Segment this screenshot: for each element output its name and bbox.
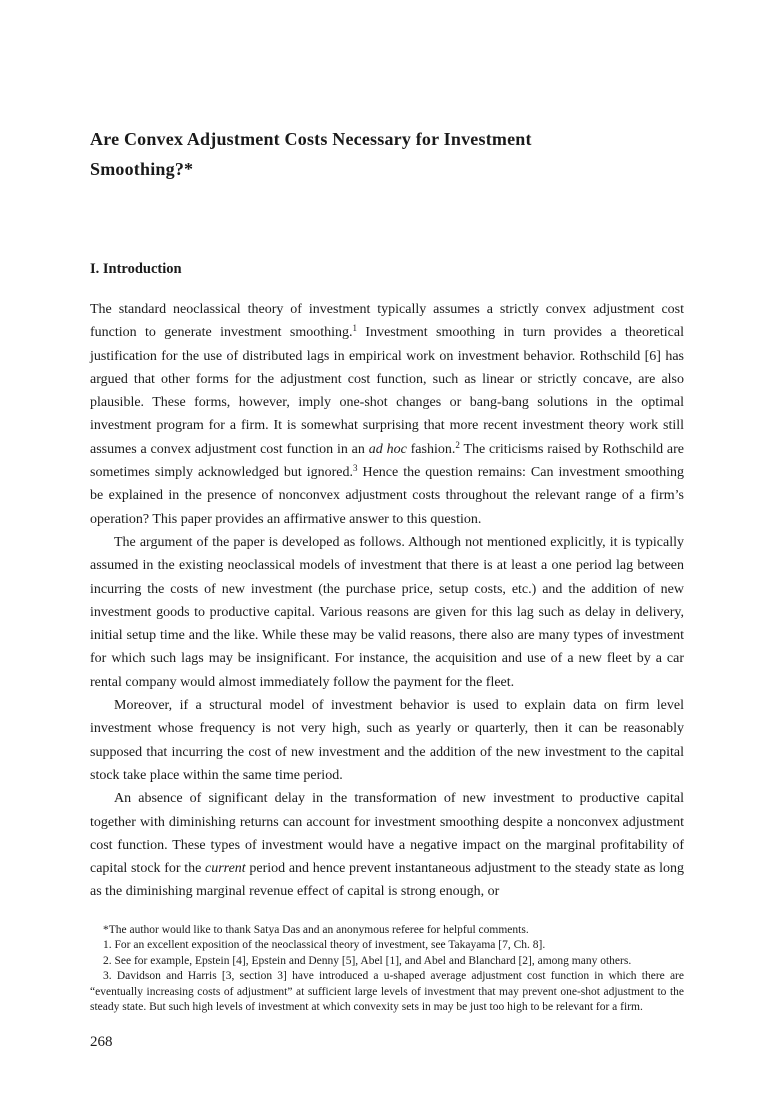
footnote: *The author would like to thank Satya Das and an anonymous referee for helpful comments. [103, 923, 529, 936]
paper-title-line-2: Smoothing?* [90, 159, 194, 179]
body-paragraphs [90, 298, 684, 904]
paper-title [90, 0, 684, 184]
section-heading: I. Introduction [90, 261, 182, 277]
page-number: 268 [90, 1033, 113, 1050]
paragraph: An absence of significant delay in the transformation of new investment to productive capital together with diminishing returns can account for investment smoothing despite a nonconvex adjustment cost function. These types of investment would have a negative impact on the marginal profitability of capital stock for the current period and hence prevent instantaneous adjustment to the steady state as long as the diminishing marginal revenue effect of capital is strong enough, or [90, 791, 684, 900]
footnote: 3. Davidson and Harris [3, section 3] have introduced a u-shaped average adjustment cost function in which there are “eventually increasing costs of adjustment” at sufficient large levels of investment that may prevent one-shot adjustment to the steady state. But such high levels of investment at which convexity sets in may be just too high to be relevant for a firm. [90, 970, 684, 1014]
paragraph: The standard neoclassical theory of investment typically assumes a strictly convex adjustment cost function to generate investment smoothing.$^1$ Investment smoothing in turn provides a theoretical justification for the use of distributed lags in empirical work on investment behavior. Rothschild [6] has argued that other forms for the adjustment cost function, such as linear or strictly concave, are also plausible. These forms, however, imply one-shot changes or bang-bang solutions in the optimal investment program for a firm. It is somewhat surprising that more recent investment theory work still assumes a convex adjustment cost function in an ad hoc fashion.$^2$ The criticisms raised by Rothschild are sometimes simply acknowledged but ignored.$^3$ Hence the question remains: Can investment smoothing be explained in the presence of nonconvex adjustment costs throughout the relevant range of a firm’s operation? This paper provides an affirmative answer to this question. [90, 302, 685, 527]
footnotes-block [90, 923, 684, 1016]
paper-title-line-1: Are Convex Adjustment Costs Necessary for Investment [90, 129, 532, 149]
footnote: 1. For an excellent exposition of the neoclassical theory of investment, see Takayama [7, Ch. 8]. [103, 939, 546, 952]
paragraph: The argument of the paper is developed as follows. Although not mentioned explicitly, it is typically assumed in the existing neoclassical models of investment that there is at least a one period lag between incurring the costs of new investment (the purchase price, setup costs, etc.) and the addition of new investment goods to productive capital. Various reasons are given for this lag such as delay in delivery, initial setup time and the like. While these may be valid reasons, there also are many types of investment for which such lags may be insignificant. For instance, the acquisition and use of a new fleet by a car rental company would almost immediately follow the payment for the fleet. [90, 534, 684, 690]
page-content [90, 0, 684, 1052]
footnote: 2. See for example, Epstein [4], Epstein and Denny [5], Abel [1], and Abel and Blanchard [2], among many others. [103, 954, 632, 967]
paragraph: Moreover, if a structural model of investment behavior is used to explain data on firm level investment whose frequency is not very high, such as yearly or quarterly, then it can be reasonably supposed that incurring the cost of new investment and the addition of the new investment to the capital stock take place within the same time period. [90, 698, 684, 783]
